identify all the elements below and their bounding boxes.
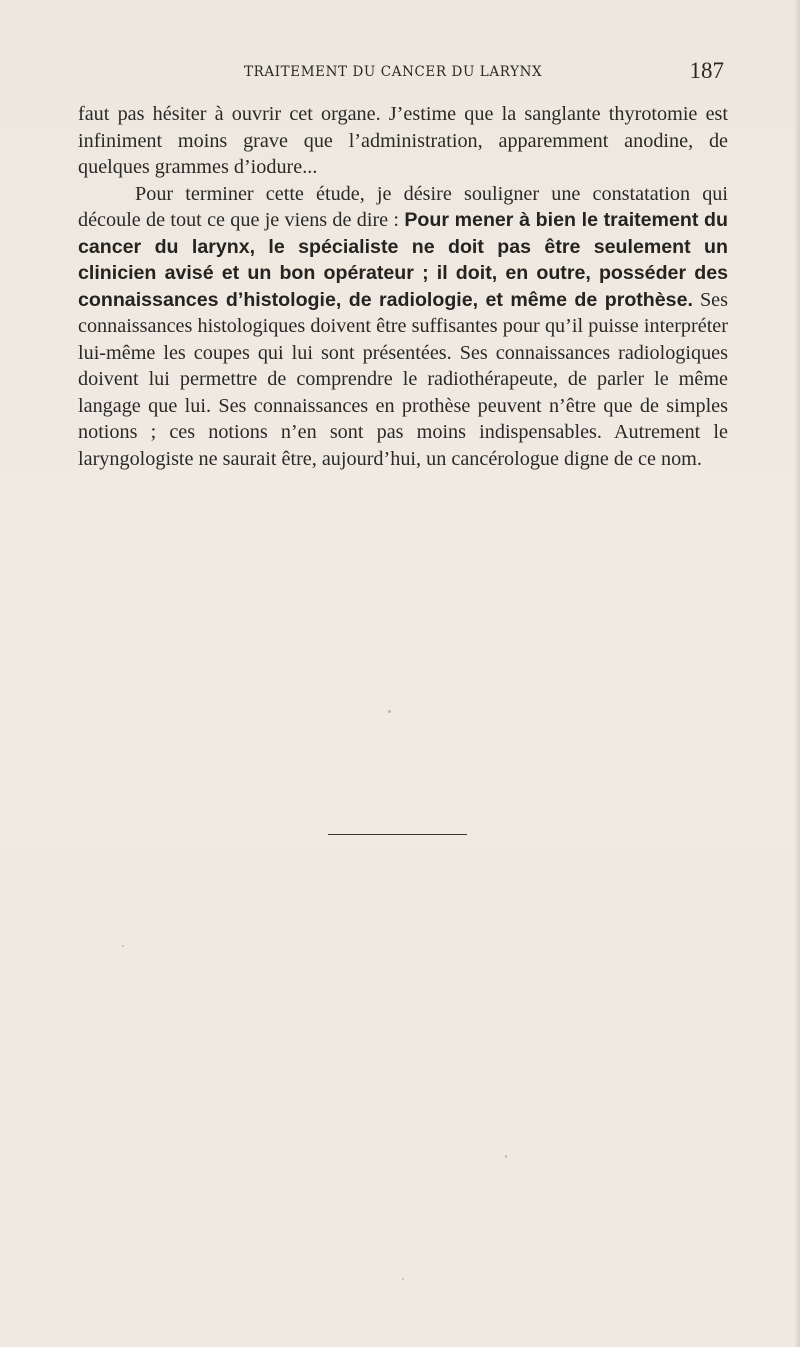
paper-speck: [122, 945, 124, 947]
page-number: 187: [689, 58, 724, 83]
body-text: [78, 101, 728, 472]
paragraph-1: faut pas hésiter à ouvrir cet organe. J’estime que la sanglante thyrotomie est infiniment moins grave que l’administration, apparemment anodine, de quelques grammes d’iodure...: [78, 103, 728, 178]
section-end-rule: [328, 834, 467, 835]
paragraph-2: [78, 181, 728, 473]
paragraph-2-emphasis: Pour mener à bien le traitement du cancer du larynx, le spécialiste ne doit pas être seulement un clinicien avisé et un bon opérateur ; il doit, en outre, posséder des connaissances d’histologie, de radiologie, et même de prothèse.: [78, 209, 728, 311]
page-edge-shadow: [794, 0, 800, 1347]
running-header: [78, 58, 728, 88]
paragraph-2-rest: Ses connaissances histologiques doivent être suffisantes pour qu’il puisse interpréter lui-même les coupes qui lui sont présentées. Ses connaissances radiologiques doivent lui permettre de comprendre le radiothérapeute, de parler le même langage que lui. Ses connaissances en prothèse peuvent n’être que de simples notions ; ces notions n’en sont pas moins indispensables. Autrement le laryngologiste ne saurait être, aujourd’hui, un cancérologue digne de ce nom.: [78, 288, 728, 470]
paper-speck: [402, 1278, 404, 1280]
paper-speck: [505, 1155, 507, 1158]
paper-speck: [388, 710, 391, 713]
paragraph-2-intro: Pour terminer cette étude, je désire souligner une constatation qui découle de tout ce que je viens de dire :: [78, 182, 728, 231]
running-title: TRAITEMENT DU CANCER DU LARYNX: [244, 64, 543, 80]
